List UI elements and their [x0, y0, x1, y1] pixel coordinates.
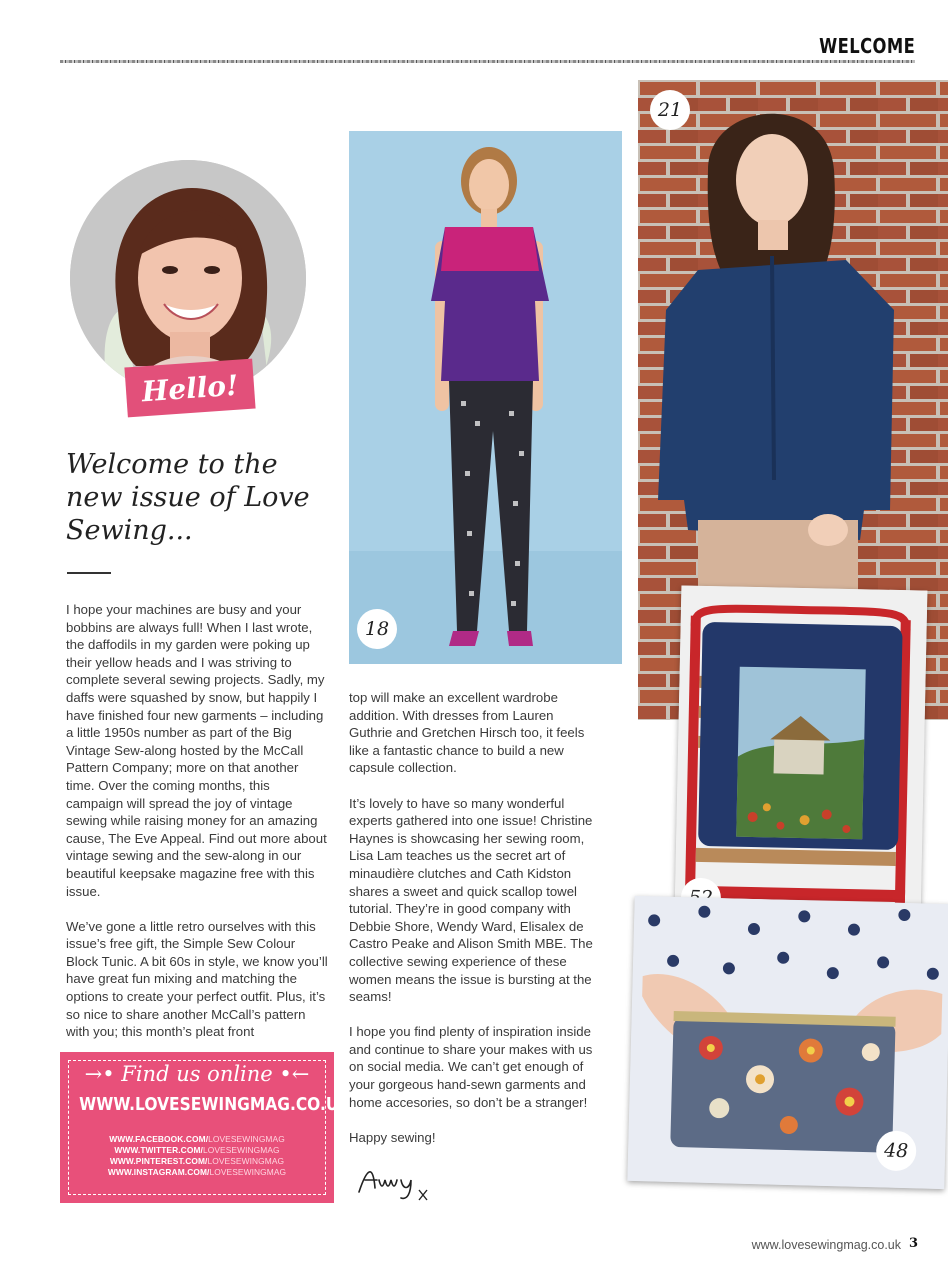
page-badge-18: 18	[357, 609, 397, 649]
twitter-link[interactable]: WWW.TWITTER.COM/LOVESEWINGMAG	[114, 1145, 280, 1155]
footer-website[interactable]: www.lovesewingmag.co.uk	[751, 1238, 901, 1252]
page-badge-21: 21	[650, 90, 690, 130]
page-title: Welcome to the new issue of Love Sewing...	[66, 449, 310, 546]
page-number: 3	[908, 1236, 918, 1251]
pinterest-link[interactable]: WWW.PINTEREST.COM/LOVESEWINGMAG	[109, 1156, 285, 1166]
facebook-link[interactable]: WWW.FACEBOOK.COM/LOVESEWINGMAG	[109, 1134, 285, 1144]
paragraph: We’ve gone a little retro ourselves with this issue’s free gift, the Simple Sew Colour Block Tunic. A bit 60s in style, we know you’ll have great fun mixing and matching the options to create your perfect outfit. Plus, it’s so nice to share another McCall’s pattern with you; this month’s pleat front	[66, 918, 328, 1040]
photo-colour-block-top	[349, 131, 622, 664]
paragraph: I hope you find plenty of inspiration inside and continue to share your makes with us on social media. We can’t get enough of your gorgeous hand-sewn garments and home accesories, so don’t be a stranger!	[349, 1024, 593, 1110]
editor-avatar	[70, 160, 306, 396]
paragraph: top will make an excellent wardrobe addition. With dresses from Lauren Guthrie and Gretchen Hirsch too, it feels like a fantastic chance to build a new capsule collection.	[349, 690, 585, 776]
header-rule	[60, 60, 915, 63]
photo-embroidered-clutch	[627, 896, 948, 1189]
arrow-left-icon: •←	[279, 1062, 310, 1086]
article-column-2	[349, 689, 599, 1164]
arrow-right-icon: →•	[84, 1062, 115, 1086]
paragraph: It’s lovely to have so many wonderful experts gathered into one issue! Christine Haynes is showcasing her sewing room, Lisa Lam teaches us the secret art of minaudière clutches and Cath Kidston shares a sweet and quick scallop towel tutorial. They’re in good company with Debbie Shore, Wendy Ward, Elisalex de Castro Peake and Alison Smith MBE. The collective sewing experience of these women means the issue is bursting at the seams!	[349, 795, 593, 1005]
photo-tapestry-cushion	[675, 585, 928, 918]
hello-text: Hello!	[140, 368, 240, 408]
find-us-title-text: Find us online	[121, 1062, 273, 1086]
website-link[interactable]: WWW.LOVESEWINGMAG.CO.UK	[79, 1094, 351, 1115]
section-label: WELCOME	[818, 34, 915, 58]
instagram-link[interactable]: WWW.INSTAGRAM.COM/LOVESEWINGMAG	[107, 1167, 287, 1177]
article-column-1	[66, 601, 328, 1058]
signature	[355, 1158, 445, 1207]
closing-line: Happy sewing!	[349, 1129, 436, 1145]
paragraph: I hope your machines are busy and your bobbins are always full! When I last wrote, the daffodils in my garden were poking up their yellow heads and I was striving to complete several sewing projects. Sadly, my daffs were squashed by snow, but happily I have finished four new garments – including a little 1950s number as part of the Big Vintage Sew-along hosted by the McCall Pattern Company; more on that another time. Over the coming months, this campaign will spread the joy of vintage sewing while raising money for an amazing cause, The Eve Appeal. Find out more about vintage sewing and the sew-along in our beautiful keepsake magazine free with this issue.	[66, 602, 327, 899]
find-us-title	[60, 1062, 334, 1086]
hello-badge	[124, 359, 255, 418]
find-us-online-box	[60, 1052, 351, 1203]
page-badge-48: 48	[876, 1130, 917, 1171]
headline-divider	[67, 572, 111, 574]
